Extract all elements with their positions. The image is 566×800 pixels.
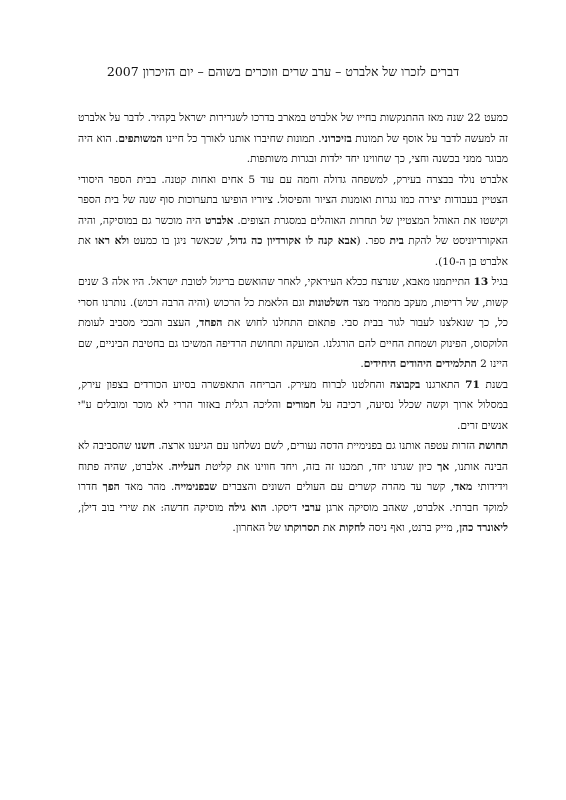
paragraph-text: של האחרון.: [232, 522, 285, 534]
paragraph-text: שהסביבה לא הבינה אותנו,: [78, 440, 508, 473]
bold-text: שבפנימייה: [174, 481, 217, 493]
bold-text: לחקות: [339, 522, 366, 534]
paragraph: [78, 375, 508, 437]
bold-text: חשנו: [134, 440, 155, 452]
paragraph-text: בשנת: [479, 378, 508, 391]
paragraph-text: . מהר מאד: [119, 481, 175, 493]
paragraph-text: את: [319, 522, 340, 534]
paragraph-text: דיסקו.: [266, 501, 302, 514]
bold-text: השלטונות: [308, 296, 349, 309]
paragraph-text: , קשר עד מהרה קשרים עם העולים השונים והצברים: [216, 481, 455, 493]
bold-text: המשותפים: [118, 132, 163, 145]
document-title: דברים לזכרו של אלברט – ערב שרים וזוכרים בשוהם – יום הזיכרון 2007: [106, 64, 460, 79]
paragraph-text: , העצב והבכי מסביב לעומת הלוקסוס, הפינוק ושמחת החיים להם הורגלנו. המועקה ותחושת הרדיפה המשיכו גם בחטיבת הביניים, שם היינו 2: [78, 317, 508, 370]
bold-text: מאד: [454, 481, 473, 493]
bold-text: בית: [389, 235, 404, 247]
bold-text: תסרוקתו: [284, 522, 320, 534]
bold-text: הפך: [102, 481, 120, 493]
paragraph-text: והליכה רגלית באזור הררי לא מוכר ומובלים ע"י אנשים זרים.: [78, 399, 508, 432]
paragraph-text: , שכאשר ניגן בו כמעט: [129, 235, 231, 247]
paragraph-text: אלברט נולד בבצרה בעירק, למשפחה גדולה וחמה עם עוד 5 אחים ואחות קטנה. בבית הספר היסודי הצטיין בעבודות יצירה כמו נגרות ואומנות הציור והפיסול. ציוריו הופיעו בתערוכות סוף שנה של בית הספר וקישטו את האוהל המצטיין של תחרות האוהלים במסגרת הצופים.: [78, 173, 508, 227]
bold-text: הוא גילה: [228, 501, 267, 514]
bold-text: בזיכרוני: [321, 132, 352, 145]
bold-text: ולא ראו: [95, 235, 130, 247]
paragraph-text: מוסיקה חדשה: את שירי בוב דילן,: [78, 501, 229, 514]
bold-text: הפחד: [199, 317, 223, 329]
paragraph: [78, 170, 508, 273]
bold-text: אך: [437, 460, 450, 473]
paragraph-text: . הוא היה מבוגר ממני בכשנה וחצי, כך שחווינו יחד ילדות ובגרות משותפות.: [78, 132, 508, 165]
bold-text: תחושת: [478, 440, 508, 452]
paragraph-text: . אלברט, שהיה פתוח וידידותי: [78, 460, 509, 493]
paragraph-text: והחלטנו לברוח מעירק. הבריחה התאפשרה בסיוע הכורדים בצפון עירק, במסלול ארוך וקשה שכלל נסיעה, רכיבה על: [78, 378, 508, 411]
paragraph-text: . תמונות שחיברו אותנו לאורך כל חיינו: [162, 132, 322, 145]
paragraph: [78, 272, 508, 375]
paragraph-text: כיון שגרנו יחד, תמכנו זה בזה, ויחד חווינו את קליטת: [200, 460, 438, 473]
bold-text: אלברט: [204, 214, 234, 227]
paragraph-text: התארגנו: [420, 378, 466, 391]
paragraph-text: בגיל: [488, 276, 508, 288]
paragraph-text: הזרות עטפה אותנו גם בפנימיית הדסה נעורים, לשם נשלחנו עם הגיענו ארצה.: [154, 440, 479, 452]
paragraph: [78, 108, 508, 170]
bold-text: 13: [473, 276, 489, 288]
paragraph-text: וגם הלאמת כל הרכוש (והיה הרבה רכוש). נותרנו חסרי כל, כך שנאלצנו לעבור לגור בבית סבי. פתאום התחלנו לחוש את: [78, 296, 508, 329]
bold-text: חמורים: [285, 399, 316, 411]
bold-text: 71: [465, 378, 480, 391]
paragraph-text: ספר. (: [356, 235, 390, 247]
bold-text: אבא קנה לו אקורדיון כה גדול: [230, 235, 357, 247]
paragraph-text: היה מוכשר גם במוסיקה, והיה האקורדיוניסט של להקת: [78, 214, 508, 247]
bold-text: ליאונרד כהן: [459, 522, 508, 534]
bold-text: התלמידים היהודים היחידים: [363, 358, 477, 370]
paragraph: [78, 436, 508, 539]
bold-text: בקבוצה: [389, 378, 421, 391]
paragraph-text: את אלברט בן ה-10).: [78, 235, 508, 268]
bold-text: ערבי: [301, 501, 322, 514]
paragraph-text: כמעט 22 שנה מאז ההתנקשות בחייו של אלברט במארב בדרכו לשגרירות ישראל בקהיר. לדבר על אלברט זה למעשה לדבר על אוסף של תמונות: [78, 112, 508, 145]
bold-text: העלייה: [171, 460, 201, 473]
paragraph-text: התייתמנו מאבא, שנרצח ככלא העיראקי, לאחר שהואשם בריגול לטובת ישראל. היו אלה 3 שנים קשות, של רדיפות, מעקב מתמיד מצד: [78, 276, 508, 309]
document-body: [78, 108, 508, 539]
paragraph-text: , מייק ברנט, ואף ניסה: [365, 522, 460, 534]
paragraph-text: חדרו למוקד חברתי. אלברט, שאהב מוסיקה ארגן: [78, 481, 509, 514]
paragraph-text: .: [360, 358, 364, 370]
